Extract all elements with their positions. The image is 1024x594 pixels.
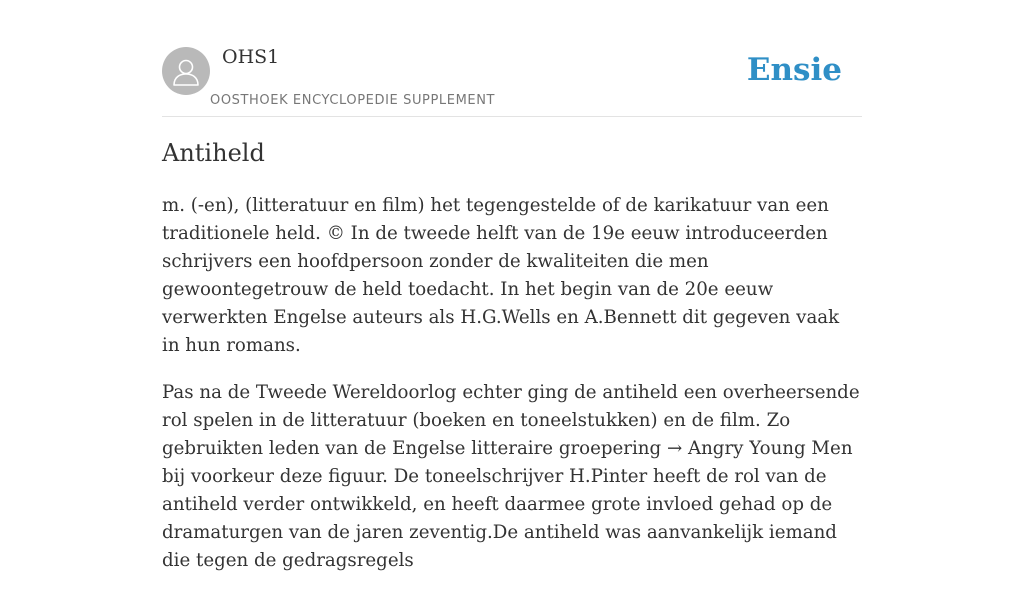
source-label[interactable]: OOSTHOEK ENCYCLOPEDIE SUPPLEMENT <box>210 93 496 108</box>
avatar[interactable] <box>162 47 210 95</box>
author-name[interactable]: OHS1 <box>222 46 280 68</box>
ensie-logo[interactable]: Ensie <box>746 52 842 88</box>
paragraph: m. (-en), (litteratuur en film) het tegengestelde of de karikatuur van een traditionele held. © In de tweede helft van de 19e eeuw introduceerden schrijvers een hoofdpersoon zonder de kwaliteiten die men gewoontegetrouw de held toedacht. In het begin van de 20e eeuw verwerkten Engelse auteurs als H.G.Wells en A.Bennett dit gegeven vaak in hun romans. <box>162 195 840 356</box>
article-body <box>162 192 862 594</box>
entry-header <box>162 0 862 117</box>
user-outline-icon <box>162 47 210 95</box>
page-title: Antiheld <box>162 139 265 167</box>
paragraph: Pas na de Tweede Wereldoorlog echter ging de antiheld een overheersende rol spelen in de litteratuur (boeken en toneelstukken) en de film. Zo gebruikten leden van de Engelse litteraire groepering → Angry Young Men bij voorkeur deze figuur. De toneelschrijver H.Pinter heeft de rol van de antiheld verder ontwikkeld, en heeft daarmee grote invloed gehad op de dramaturgen van de jaren zeventig.De antiheld was aanvankelijk iemand die tegen de gedragsregels <box>162 382 860 571</box>
